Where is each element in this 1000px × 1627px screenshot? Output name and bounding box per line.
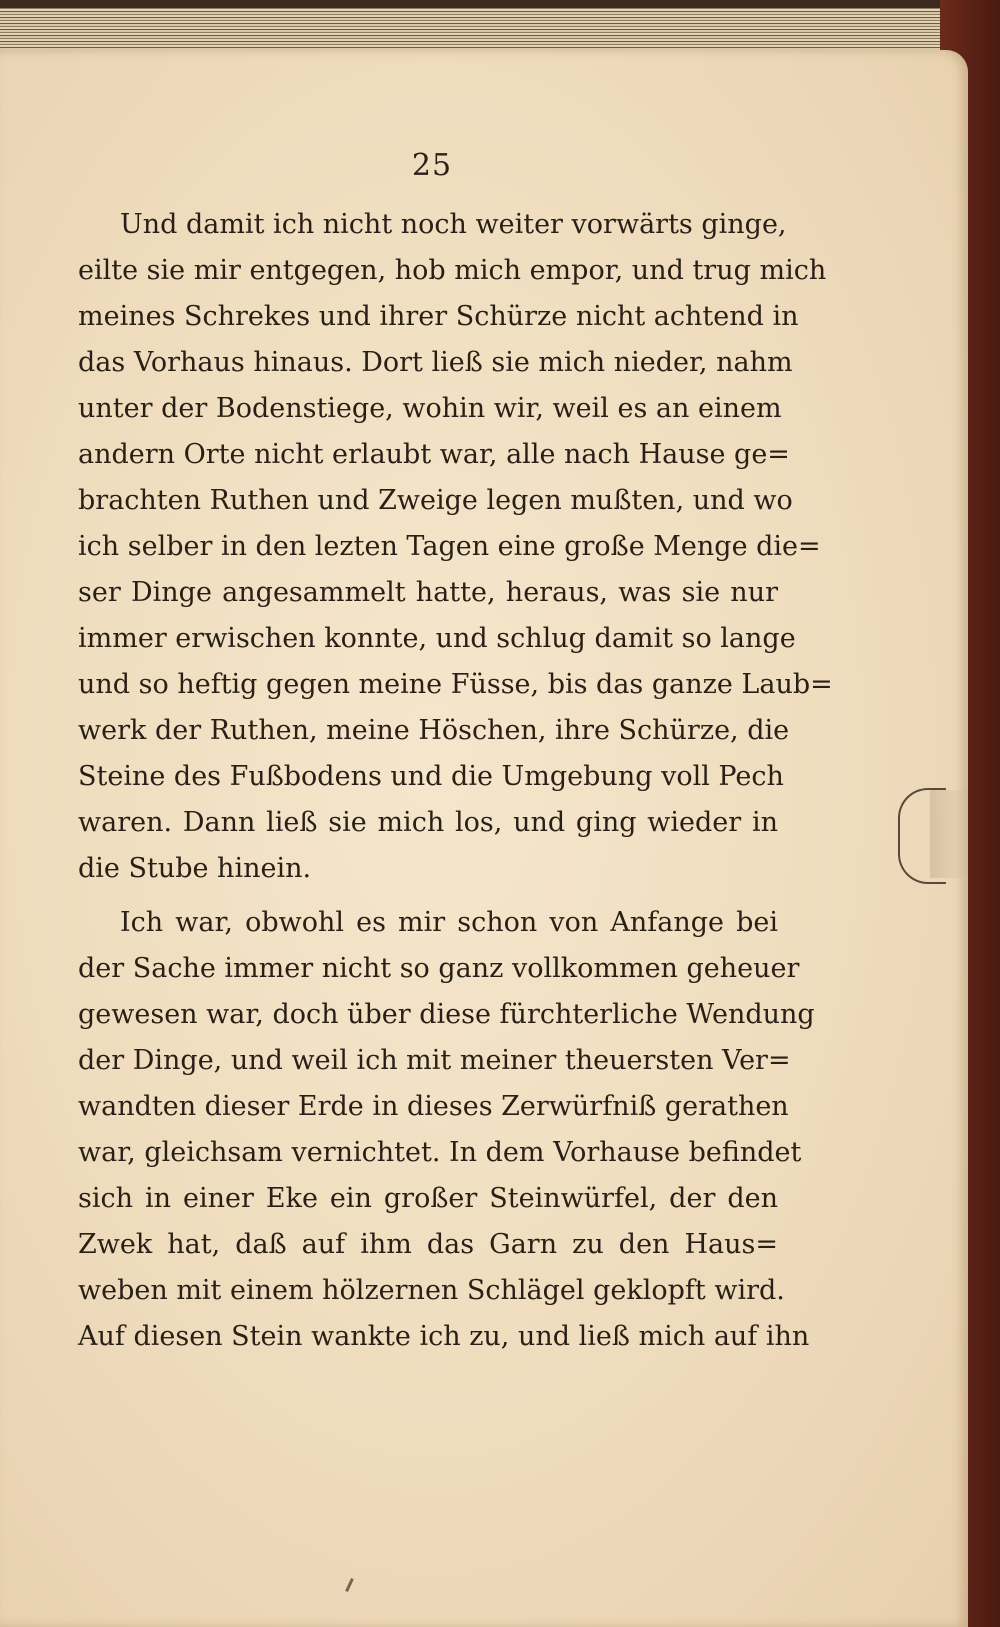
text-line: und so heftig gegen meine Füsse, bis das ganze Laub= xyxy=(78,669,833,700)
text-line: sich in einer Eke ein großer Steinwürfel, der den xyxy=(78,1183,778,1214)
text-line: unter der Bodenstiege, wohin wir, weil es an einem xyxy=(78,393,782,424)
book-cover-edge xyxy=(0,0,940,8)
text-line: das Vorhaus hinaus. Dort ließ sie mich nieder, nahm xyxy=(78,347,793,378)
text-line: Steine des Fußbodens und die Umgebung voll Pech xyxy=(78,761,784,792)
text-line: der Sache immer nicht so ganz vollkommen geheuer xyxy=(78,953,800,984)
text-line: andern Orte nicht erlaubt war, alle nach Hause ge= xyxy=(78,439,790,470)
text-line: war, gleichsam vernichtet. In dem Vorhause befindet xyxy=(78,1137,802,1168)
text-line: die Stube hinein. xyxy=(78,853,312,884)
text-line: waren. Dann ließ sie mich los, und ging wieder in xyxy=(78,807,778,838)
text-line: Zwek hat, daß auf ihm das Garn zu den Haus= xyxy=(78,1229,778,1260)
text-line: gewesen war, doch über diese fürchterliche Wendung xyxy=(78,999,815,1030)
text-line: immer erwischen konnte, und schlug damit so lange xyxy=(78,623,796,654)
bookmark-ribbon xyxy=(898,788,946,884)
text-line: meines Schrekes und ihrer Schürze nicht achtend in xyxy=(78,301,799,332)
text-line: wandten dieser Erde in dieses Zerwürfniß gerathen xyxy=(78,1091,789,1122)
text-line: der Dinge, und weil ich mit meiner theuersten Ver= xyxy=(78,1045,791,1076)
book-page xyxy=(0,50,968,1627)
text-line: ich selber in den lezten Tagen eine große Menge die= xyxy=(78,531,821,562)
text-line: weben mit einem hölzernen Schlägel geklopft wird. xyxy=(78,1275,785,1306)
text-line: ser Dinge angesammelt hatte, heraus, was sie nur xyxy=(78,577,778,608)
text-line: Ich war, obwohl es mir schon von Anfange bei xyxy=(120,907,778,938)
text-line: Und damit ich nicht noch weiter vorwärts ginge, xyxy=(120,209,787,240)
text-line: brachten Ruthen und Zweige legen mußten, und wo xyxy=(78,485,793,516)
text-line: werk der Ruthen, meine Höschen, ihre Schürze, die xyxy=(78,715,790,746)
text-line: Auf diesen Stein wankte ich zu, und ließ mich auf ihn xyxy=(78,1321,810,1352)
text-line: eilte sie mir entgegen, hob mich empor, und trug mich xyxy=(78,255,827,286)
page-number: 25 xyxy=(411,148,453,183)
